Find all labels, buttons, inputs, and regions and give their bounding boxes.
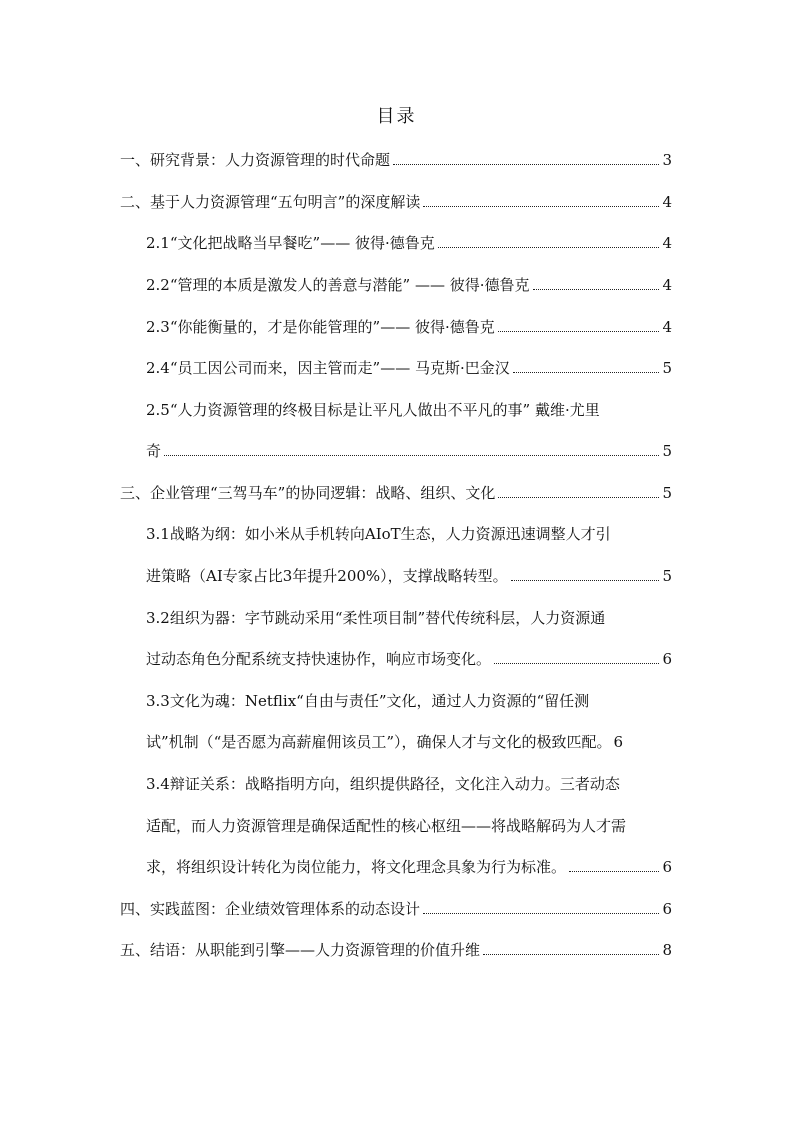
toc-page-number: 4 bbox=[662, 318, 672, 336]
dot-leader bbox=[438, 247, 660, 248]
toc-page-number: 3 bbox=[662, 151, 672, 169]
toc-page-number: 5 bbox=[662, 567, 672, 585]
toc-page-number: 6 bbox=[662, 650, 672, 668]
toc-page-number: 8 bbox=[662, 941, 672, 959]
toc-entry-text: 四、实践蓝图：企业绩效管理体系的动态设计 bbox=[120, 900, 421, 918]
toc-entry-3-4[interactable] bbox=[146, 857, 672, 877]
toc-entry-text: 五、结语：从职能到引擎——人力资源管理的价值升维 bbox=[120, 941, 481, 959]
toc-entry-2-1[interactable] bbox=[146, 233, 672, 253]
toc-entry-text: 过动态角色分配系统支持快速协作，响应市场变化。 bbox=[146, 650, 492, 668]
toc-entry-2[interactable] bbox=[120, 192, 672, 212]
toc-entry-3-1[interactable] bbox=[146, 566, 672, 586]
toc-entry-3-4-line2[interactable]: 适配，而人力资源管理是确保适配性的核心枢纽——将战略解码为人才需 bbox=[146, 817, 627, 835]
toc-entry-text: 2.2“管理的本质是激发人的善意与潜能” —— 彼得·德鲁克 bbox=[146, 276, 530, 294]
dot-leader bbox=[393, 164, 659, 165]
toc-entry-3-2-line1[interactable]: 3.2组织为器：字节跳动采用“柔性项目制”替代传统科层，人力资源通 bbox=[146, 609, 606, 627]
toc-page-number: 6 bbox=[613, 733, 624, 751]
dot-leader bbox=[498, 497, 659, 498]
toc-page-number: 6 bbox=[662, 858, 672, 876]
toc-entry-text: 三、企业管理“三驾马车”的协同逻辑：战略、组织、文化 bbox=[120, 484, 496, 502]
toc-entry-text: 2.4“员工因公司而来，因主管而走”—— 马克斯·巴金汉 bbox=[146, 359, 510, 377]
toc-entry-3[interactable] bbox=[120, 483, 672, 503]
toc-entry-text: 2.1“文化把战略当早餐吃”—— 彼得·德鲁克 bbox=[146, 234, 435, 252]
dot-leader bbox=[483, 954, 659, 955]
toc-page-number: 5 bbox=[662, 484, 672, 502]
toc-entry-2-3[interactable] bbox=[146, 317, 672, 337]
toc-entry-text: 一、研究背景：人力资源管理的时代命题 bbox=[120, 151, 391, 169]
toc-entry-3-1-line1[interactable]: 3.1战略为纲：如小米从手机转向AIoT生态，人力资源迅速调整人才引 bbox=[146, 525, 611, 543]
toc-entry-text: 2.3“你能衡量的，才是你能管理的”—— 彼得·德鲁克 bbox=[146, 318, 495, 336]
toc-page-number: 4 bbox=[662, 276, 672, 294]
toc-entry-2-5-line1[interactable]: 2.5“人力资源管理的终极目标是让平凡人做出不平凡的事” 戴维·尤里 bbox=[146, 401, 600, 419]
toc-entry-text: 奇 bbox=[146, 442, 162, 460]
toc-entry-5[interactable] bbox=[120, 940, 672, 960]
toc-page-number: 5 bbox=[662, 442, 672, 460]
toc-entry-3-3[interactable] bbox=[146, 732, 672, 752]
dot-leader bbox=[494, 663, 659, 664]
toc-entry-text: 试”机制（“是否愿为高薪雇佣该员工”），确保人才与文化的极致匹配。 bbox=[146, 733, 612, 751]
dot-leader bbox=[533, 289, 660, 290]
toc-entry-text: 进策略（AI专家占比3年提升200%），支撑战略转型。 bbox=[146, 567, 508, 585]
dot-leader bbox=[164, 455, 659, 456]
dot-leader bbox=[511, 580, 660, 581]
toc-entry-3-2[interactable] bbox=[146, 649, 672, 669]
toc-entry-2-4[interactable] bbox=[146, 358, 672, 378]
dot-leader bbox=[423, 913, 659, 914]
toc-page-number: 6 bbox=[662, 900, 672, 918]
toc-entry-1[interactable] bbox=[120, 150, 672, 170]
dot-leader bbox=[498, 331, 660, 332]
toc-entry-3-3-line1[interactable]: 3.3文化为魂：Netflix“自由与责任”文化，通过人力资源的“留任测 bbox=[146, 692, 590, 710]
toc-entry-text: 求，将组织设计转化为岗位能力，将文化理念具象为行为标准。 bbox=[146, 858, 567, 876]
toc-entry-3-4-line1[interactable]: 3.4辩证关系：战略指明方向，组织提供路径，文化注入动力。三者动态 bbox=[146, 775, 620, 793]
toc-entry-2-2[interactable] bbox=[146, 275, 672, 295]
dot-leader bbox=[569, 871, 659, 872]
toc-title: 目录 bbox=[376, 106, 417, 127]
toc-page-number: 4 bbox=[662, 193, 672, 211]
dot-leader bbox=[423, 206, 659, 207]
dot-leader bbox=[513, 372, 660, 373]
toc-page-number: 4 bbox=[662, 234, 672, 252]
toc-entry-4[interactable] bbox=[120, 899, 672, 919]
toc-entry-2-5[interactable] bbox=[146, 441, 672, 461]
toc-entry-text: 二、基于人力资源管理“五句明言”的深度解读 bbox=[120, 193, 421, 211]
toc-page-number: 5 bbox=[662, 359, 672, 377]
